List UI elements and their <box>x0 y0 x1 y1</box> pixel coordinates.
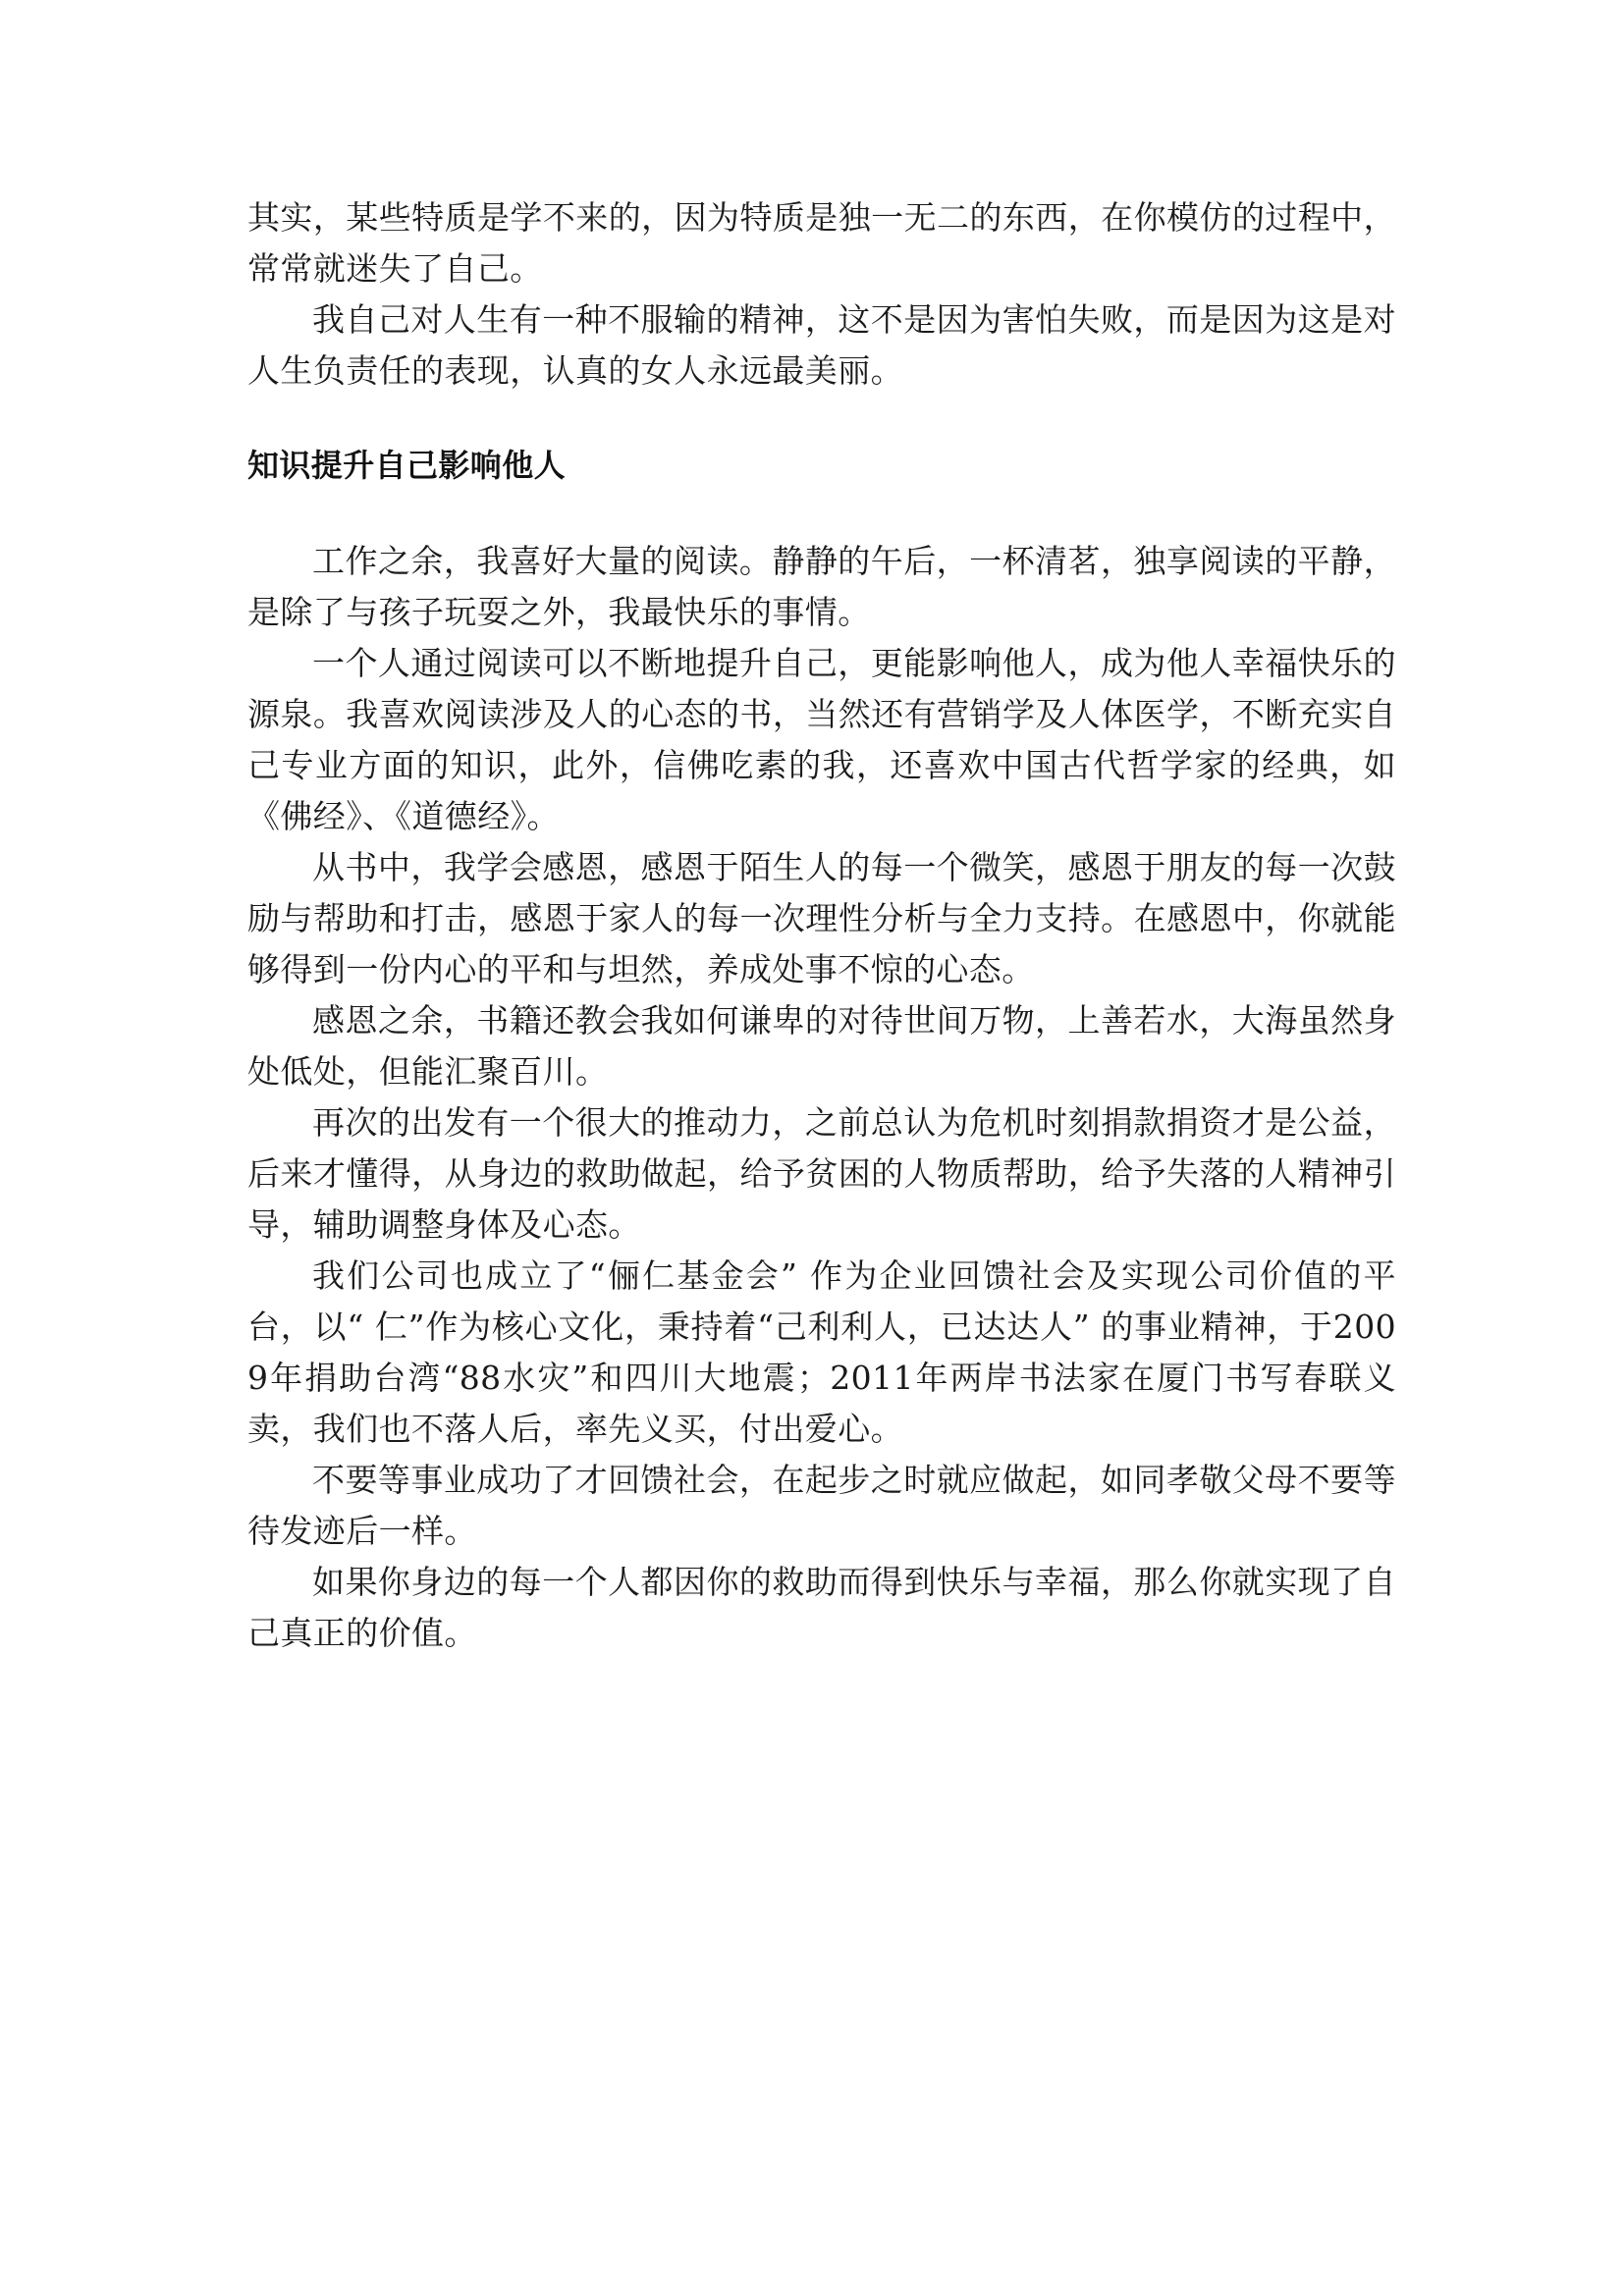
paragraph: 不要等事业成功了才回馈社会，在起步之时就应做起，如同孝敬父母不要等待发迹后一样。 <box>247 1461 1396 1550</box>
paragraph: 从书中，我学会感恩，感恩于陌生人的每一个微笑，感恩于朋友的每一次鼓励与帮助和打击，感恩于家人的每一次理性分析与全力支持。在感恩中，你就能够得到一份内心的平和与坦然，养成处事不惊的心态。 <box>247 848 1396 988</box>
paragraph: 其实，某些特质是学不来的，因为特质是独一无二的东西，在你模仿的过程中，常常就迷失了自己。 <box>247 198 1396 288</box>
paragraph: 我自己对人生有一种不服输的精神，这不是因为害怕失败，而是因为这是对人生负责任的表现，认真的女人永远最美丽。 <box>247 300 1396 390</box>
section-heading: 知识提升自己影响他人 <box>247 447 567 484</box>
paragraph: 再次的出发有一个很大的推动力，之前总认为危机时刻捐款捐资才是公益，后来才懂得，从身边的救助做起，给予贫困的人物质帮助，给予失落的人精神引导，辅助调整身体及心态。 <box>247 1103 1396 1244</box>
document-body <box>247 192 1396 1659</box>
paragraph: 如果你身边的每一个人都因你的救助而得到快乐与幸福，那么你就实现了自己真正的价值。 <box>247 1563 1396 1652</box>
paragraph: 工作之余，我喜好大量的阅读。静静的午后，一杯清茗，独享阅读的平静，是除了与孩子玩耍之外，我最快乐的事情。 <box>247 542 1396 631</box>
paragraph: 一个人通过阅读可以不断地提升自己，更能影响他人，成为他人幸福快乐的源泉。我喜欢阅读涉及人的心态的书，当然还有营销学及人体医学，不断充实自己专业方面的知识，此外，信佛吃素的我，还喜欢中国古代哲学家的经典，如《佛经》、《道德经》。 <box>247 644 1396 835</box>
spacer <box>247 397 1396 440</box>
spacer <box>247 491 1396 536</box>
paragraph: 我们公司也成立了“俪仁基金会” 作为企业回馈社会及实现公司价值的平台，以“ 仁”作为核心文化，秉持着“己利利人，已达达人” 的事业精神，于2009年捐助台湾“88水灾”和四川大地震；2011年两岸书法家在厦门书写春联义卖，我们也不落人后，率先义买，付出爱心。 <box>247 1256 1396 1448</box>
paragraph: 感恩之余，书籍还教会我如何谦卑的对待世间万物，上善若水，大海虽然身处低处，但能汇聚百川。 <box>247 1001 1396 1091</box>
